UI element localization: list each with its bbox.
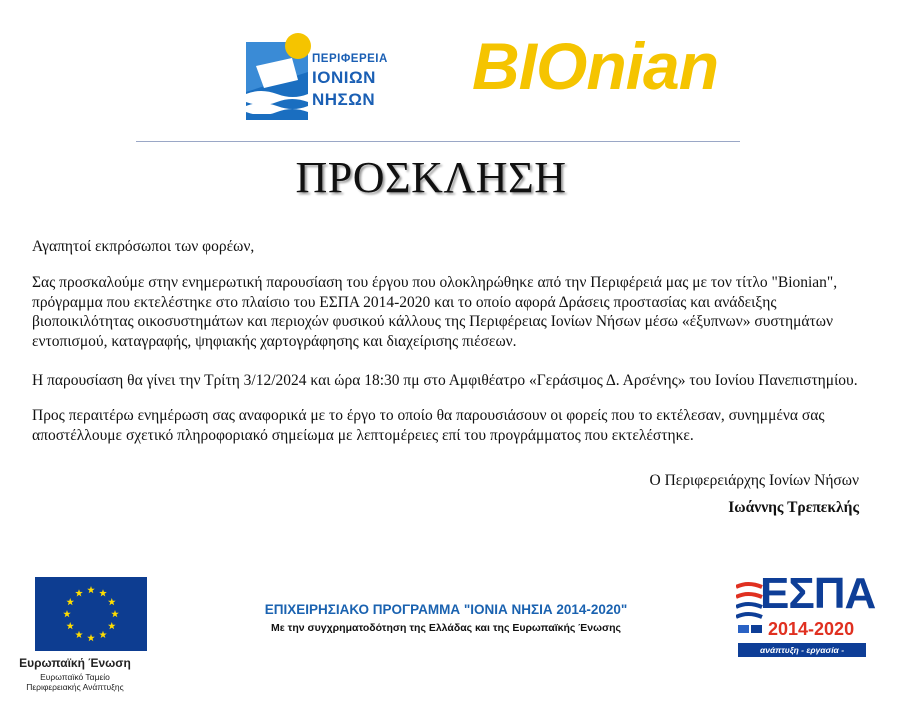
espa-tagline-bar — [738, 643, 866, 669]
bionian-logo: BIOnian — [472, 29, 719, 103]
eu-fund-line1: Ευρωπαϊκό Ταμείο — [40, 672, 110, 682]
espa-years: 2014-2020 — [768, 619, 855, 639]
program-subtitle: Με την συγχρηματοδότηση της Ελλάδας και της Ευρωπαϊκής Ένωσης — [270, 622, 622, 634]
paragraph-invitation: Σας προσκαλούμε στην ενημερωτική παρουσίαση του έργου που ολοκληρώθηκε από την Περιφέρειά μας με τον τίτλο "Bionian", πρόγραμμα που εκτελέστηκε στο πλαίσιο του ΕΣΠΑ 2014-2020 και το οποίο αφορά Δράσεις προστασίας και ανάδειξης βιοποικιλότητας οικοσυστημάτων και περιοχών φυσικού κάλλους της Περιφέρειας Ιονίων Νήσων μέσω «έξυπνων» συστημάτων εντοπισμού, καταγραφής, ψηφιακής χαρτογράφησης και διαχείρισης πιέσεων. — [32, 274, 838, 350]
eu-fund-line2: Περιφερειακής Ανάπτυξης — [26, 682, 124, 692]
espa-word: ΕΣΠΑ — [760, 569, 876, 618]
region-logo-line3: ΝΗΣΩΝ — [312, 90, 376, 109]
document-title: ΠΡΟΣΚΛΗΣΗ — [295, 153, 567, 202]
region-logo-line2: ΙΟΝΙΩΝ — [312, 68, 376, 87]
signature-name: Ιωάννης Τρεπεκλής — [728, 499, 859, 516]
espa-tagline: ανάπτυξη - εργασία - αλληλεγγύη — [759, 645, 845, 669]
signature-title: Ο Περιφερειάρχης Ιονίων Νήσων — [649, 472, 859, 489]
espa-logo — [736, 569, 876, 669]
eu-label: Ευρωπαϊκή Ένωση — [19, 656, 131, 670]
header-divider — [136, 141, 740, 142]
eu-flag-icon — [35, 577, 147, 651]
program-title: ΕΠΙΧΕΙΡΗΣΙΑΚΟ ΠΡΟΓΡΑΜΜΑ "ΙΟΝΙΑ ΝΗΣΙΑ 2014-2020" — [264, 602, 628, 617]
paragraph-info: Προς περαιτέρω ενημέρωση σας αναφορικά με το έργο το οποίο θα παρουσιάσουν οι φορείς που το εκτέλεσαν, συνημμένα σας αποστέλλουμε σχετικό πληροφοριακό σημείωμα με λεπτομέρειες επί του προγράμματος που εκτελέστηκε. — [32, 407, 825, 444]
paragraph-date: Η παρουσίαση θα γίνει την Τρίτη 3/12/2024 και ώρα 18:30 πμ στο Αμφιθέατρο «Γεράσιμος Δ. Αρσένης» του Ιονίου Πανεπιστημίου. — [32, 372, 858, 389]
region-logo-line1: ΠΕΡΙΦΕΡΕΙΑ — [312, 53, 388, 65]
region-logo — [246, 32, 386, 124]
greeting: Αγαπητοί εκπρόσωποι των φορέων, — [32, 238, 255, 255]
